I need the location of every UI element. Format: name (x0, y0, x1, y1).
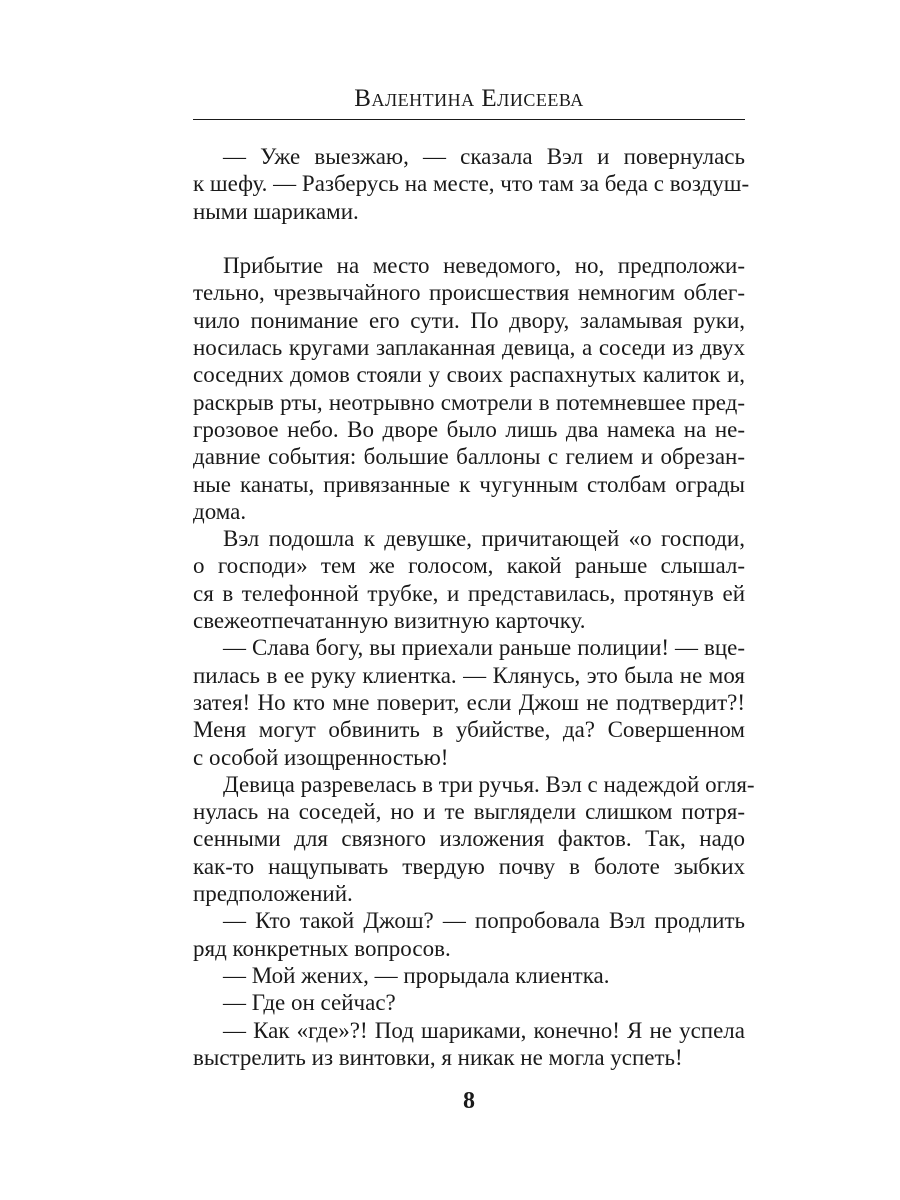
text-line: нулась на соседей, но и те выглядели слишком потря- (193, 799, 745, 825)
text-line: ряд конкретных вопросов. (193, 935, 451, 961)
text-line: сенными для связного изложения фактов. Так, надо (193, 826, 745, 852)
text-line: Девица разревелась в три ручья. Вэл с надеждой огля- (223, 771, 755, 797)
text-line: ными шариками. (193, 198, 359, 224)
text-line: с особой изощренностью! (193, 744, 449, 770)
text-line: ные канаты, привязанные к чугунным столбам ограды (193, 471, 745, 497)
text-line: о господи» тем же голосом, какой раньше слышал- (193, 553, 745, 579)
text-line: — Слава богу, вы приехали раньше полиции! — вце- (223, 635, 745, 661)
text-line: — Где он сейчас? (223, 990, 396, 1016)
text-line: ся в телефонной трубке, и представилась, протянув ей (193, 580, 745, 606)
text-line: Прибытие на место неведомого, но, предположи- (223, 253, 745, 279)
text-line: раскрыв рты, неотрывно смотрели в потемневшее пред- (193, 389, 745, 415)
running-head-author: Валентина Елисеева (354, 85, 584, 112)
text-line: чило понимание его сути. По двору, заламывая руки, (193, 307, 745, 333)
body-text (193, 143, 755, 1071)
page-number: 8 (463, 1088, 475, 1114)
header-rule (193, 119, 745, 120)
text-line: выстрелить из винтовки, я никак не могла успеть! (193, 1044, 683, 1070)
text-line: к шефу. — Разберусь на месте, что там за беда с воздуш- (193, 171, 750, 197)
text-line: предположений. (193, 881, 353, 907)
text-line: затея! Но кто мне поверит, если Джош не подтвердит?! (193, 689, 745, 715)
text-line: — Кто такой Джош? — попробовала Вэл продлить (223, 908, 745, 934)
text-line: как-то нащупывать твердую почву в болоте зыбких (193, 853, 745, 879)
text-line: Меня могут обвинить в убийстве, да? Совершенном (193, 717, 745, 743)
text-line: соседних домов стояли у своих распахнутых калиток и, (193, 362, 745, 388)
section-break (193, 225, 745, 252)
text-line: грозовое небо. Во дворе было лишь два намека на не- (193, 416, 745, 442)
text-line: дома. (193, 498, 247, 524)
text-line: свежеотпечатанную визитную карточку. (193, 608, 586, 634)
text-line: пилась в ее руку клиентка. — Клянусь, это была не моя (193, 662, 745, 688)
text-line: Вэл подошла к девушке, причитающей «о господи, (223, 526, 745, 552)
text-line: — Как «где»?! Под шариками, конечно! Я не успела (223, 1017, 745, 1043)
text-line: носилась кругами заплаканная девица, а соседи из двух (193, 335, 745, 361)
text-line: давние события: большие баллоны с гелием и обрезан- (193, 444, 745, 470)
text-line: — Уже выезжаю, — сказала Вэл и повернулась (223, 144, 745, 169)
text-line: тельно, чрезвычайного происшествия немногим облег- (193, 280, 745, 306)
text-line: — Мой жених, — прорыдала клиентка. (223, 962, 610, 988)
